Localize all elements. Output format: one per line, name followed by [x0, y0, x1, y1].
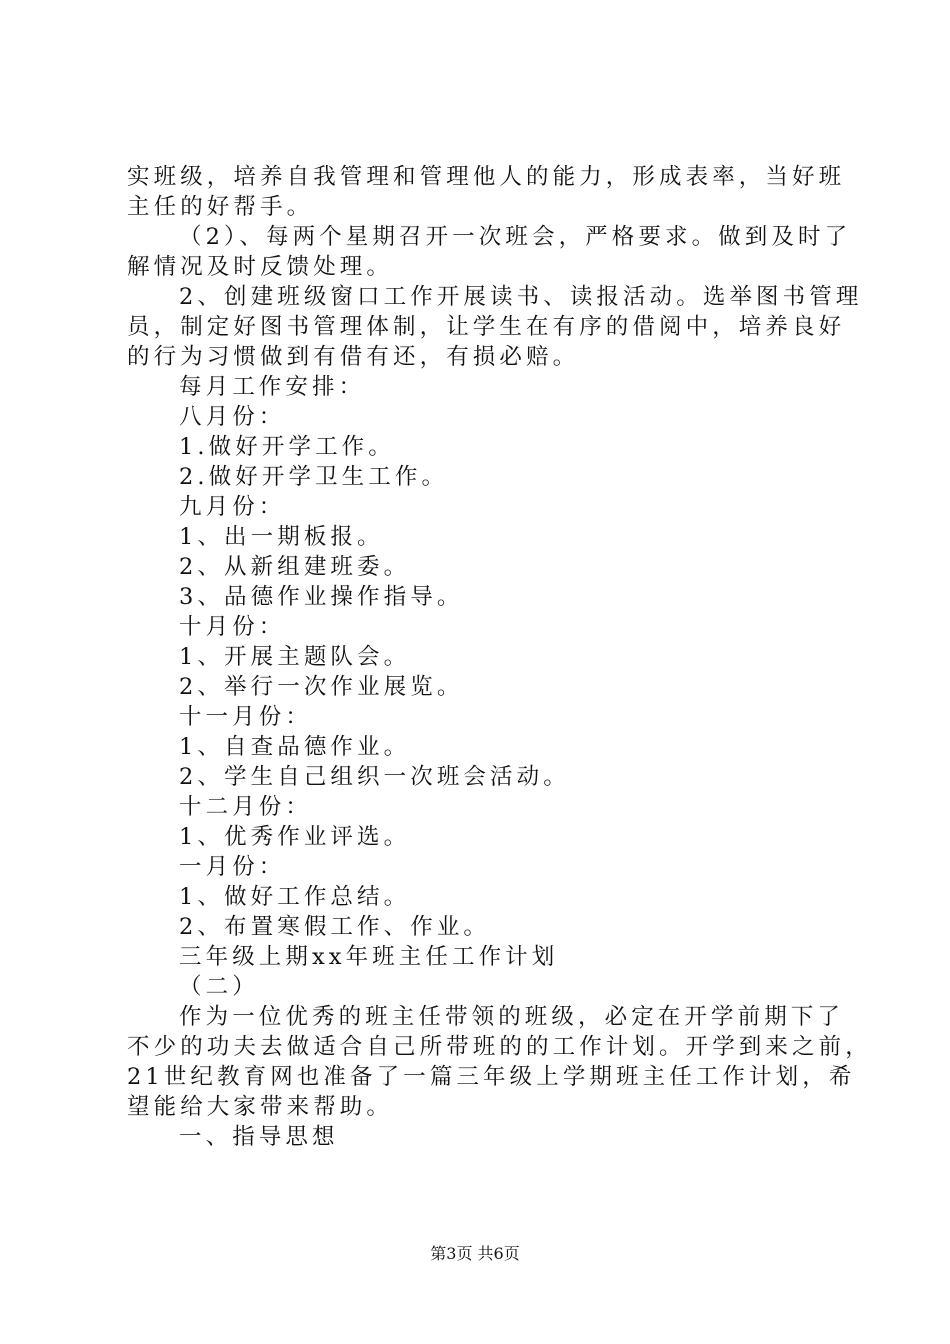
text-line: 三年级上期xx年班主任工作计划 — [179, 944, 559, 970]
text-line: 3、品德作业操作指导。 — [179, 584, 464, 610]
text-line: 1、做好工作总结。 — [179, 884, 411, 910]
text-line: 1、自查品德作业。 — [179, 734, 411, 760]
text-line: 每月工作安排： — [179, 374, 366, 400]
text-line: 1、优秀作业评选。 — [179, 824, 411, 850]
text-line: 2、从新组建班委。 — [179, 554, 411, 580]
text-line: 十一月份： — [179, 704, 313, 730]
text-line: 2、创建班级窗口工作开展读书、读报活动。选举图书管理 — [179, 284, 863, 310]
text-line: 不少的功夫去做适合自己所带班的的工作计划。开学到来之前， — [127, 1034, 872, 1060]
text-line: 1.做好开学工作。 — [179, 434, 395, 460]
text-line: 解情况及时反馈处理。 — [127, 254, 394, 280]
text-line: 2、举行一次作业展览。 — [179, 674, 464, 700]
text-line: 实班级，培养自我管理和管理他人的能力，形成表率，当好班 — [127, 164, 846, 190]
text-line: 一月份： — [179, 854, 286, 880]
text-line: 2、布置寒假工作、作业。 — [179, 914, 491, 940]
text-line: 2.做好开学卫生工作。 — [179, 464, 449, 490]
text-line: 主任的好帮手。 — [127, 194, 314, 220]
text-line: 2、学生自己组织一次班会活动。 — [179, 764, 570, 790]
text-line: 十月份： — [179, 614, 286, 640]
text-line: 望能给大家带来帮助。 — [127, 1094, 394, 1120]
text-line: 八月份： — [179, 404, 286, 430]
document-body — [127, 162, 872, 1152]
text-line: 一、指导思想 — [179, 1124, 339, 1150]
text-line: （2）、每两个星期召开一次班会，严格要求。做到及时了 — [179, 224, 852, 250]
text-line: 作为一位优秀的班主任带领的班级，必定在开学前期下了 — [179, 1004, 845, 1030]
text-line: 21世纪教育网也准备了一篇三年级上学期班主任工作计划，希 — [127, 1064, 856, 1090]
text-line: 员，制定好图书管理体制，让学生在有序的借阅中，培养良好 — [127, 314, 846, 340]
text-line: 的行为习惯做到有借有还，有损必赔。 — [127, 344, 580, 370]
text-line: （二） — [179, 974, 259, 1000]
text-line: 十二月份： — [179, 794, 313, 820]
text-line: 1、开展主题队会。 — [179, 644, 411, 670]
text-line: 1、出一期板报。 — [179, 524, 384, 550]
page-footer: 第3页 共6页 — [430, 1244, 520, 1263]
text-line: 九月份： — [179, 494, 286, 520]
